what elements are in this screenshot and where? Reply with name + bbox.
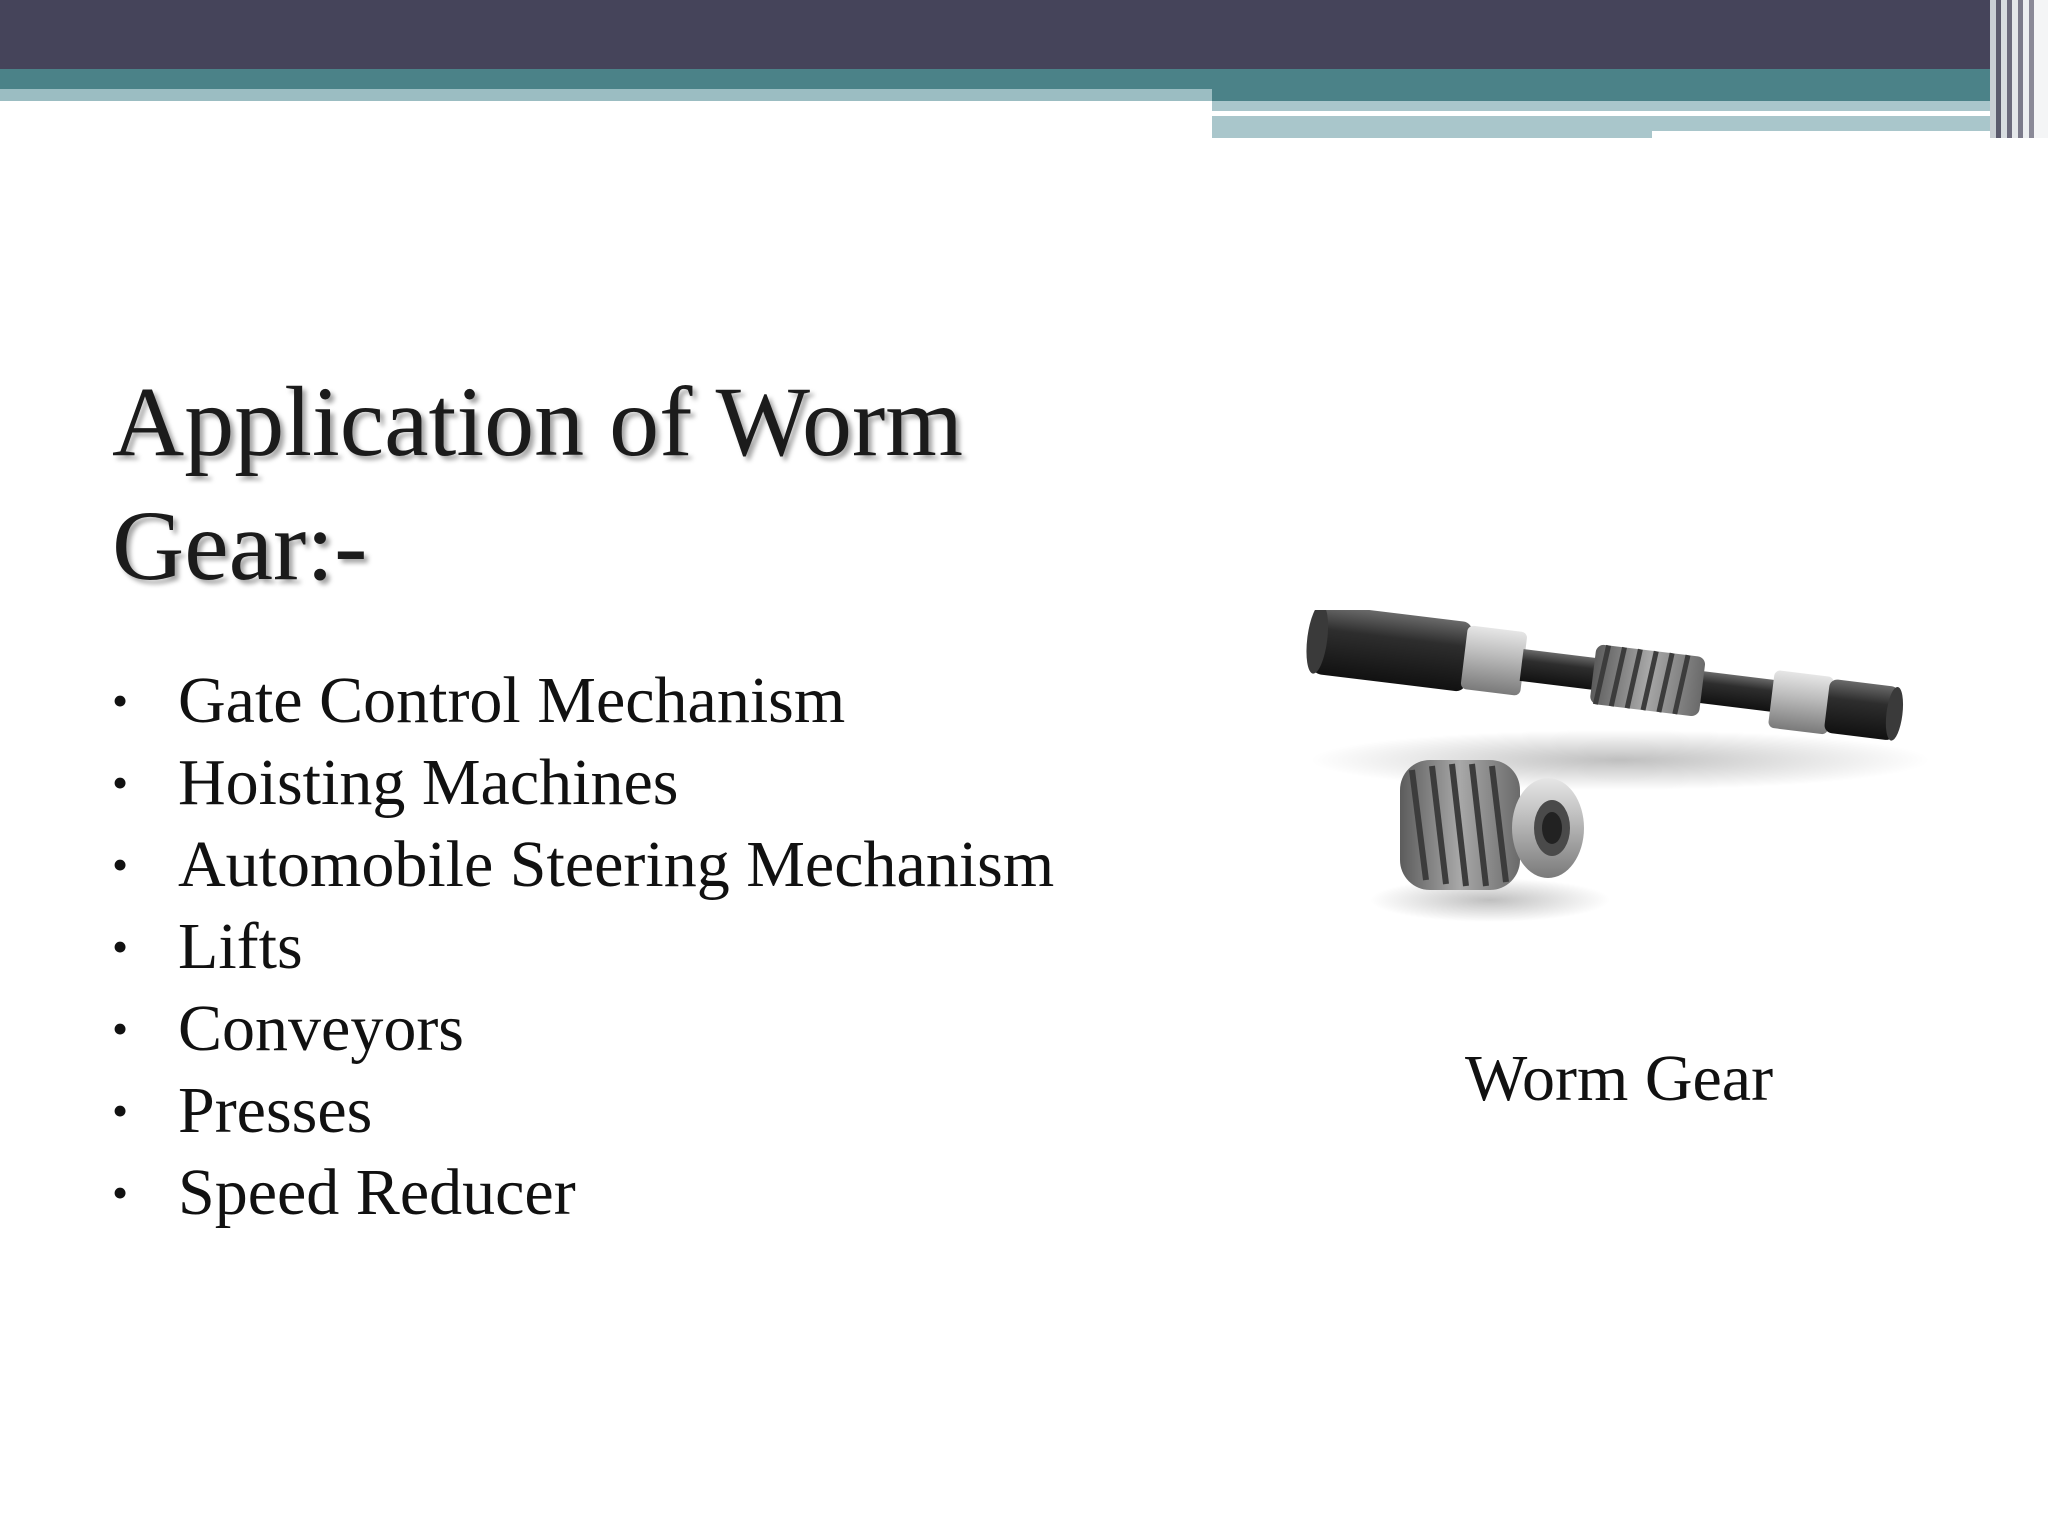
bullet-icon: • <box>112 1085 129 1136</box>
bullet-icon: • <box>112 839 129 890</box>
worm-gear-image <box>1290 610 1930 930</box>
header-band-teal <box>0 69 1990 89</box>
list-item-text: Lifts <box>178 910 303 983</box>
corner-stripes <box>1990 0 2048 138</box>
header-band-light-right <box>1212 101 1990 111</box>
list-item <box>108 824 1054 906</box>
bullet-list <box>108 660 1054 1234</box>
list-item-text: Hoisting Machines <box>178 746 679 819</box>
header-band-dark <box>0 0 1990 69</box>
list-item-text: Gate Control Mechanism <box>178 664 846 737</box>
list-item <box>108 906 1054 988</box>
bullet-icon: • <box>112 675 129 726</box>
bullet-icon: • <box>112 1003 129 1054</box>
list-item <box>108 1152 1054 1234</box>
bullet-icon: • <box>112 1167 129 1218</box>
header-band-teal-right <box>1212 89 1990 101</box>
bullet-icon: • <box>112 921 129 972</box>
list-item <box>108 1070 1054 1152</box>
list-item <box>108 742 1054 824</box>
list-item-text: Automobile Steering Mechanism <box>178 828 1055 901</box>
header-band-light <box>0 89 1212 101</box>
worm-gear-illustration-icon <box>1290 610 1930 930</box>
image-caption: Worm Gear <box>1465 1042 1774 1115</box>
list-item-text: Speed Reducer <box>178 1156 576 1229</box>
header-line-white-lower <box>1652 131 1990 138</box>
list-item <box>108 660 1054 742</box>
list-item-text: Presses <box>178 1074 373 1147</box>
list-item <box>108 988 1054 1070</box>
bullet-icon: • <box>112 757 129 808</box>
list-item-text: Conveyors <box>178 992 464 1065</box>
slide-title: Application of Worm Gear:- <box>112 366 964 601</box>
